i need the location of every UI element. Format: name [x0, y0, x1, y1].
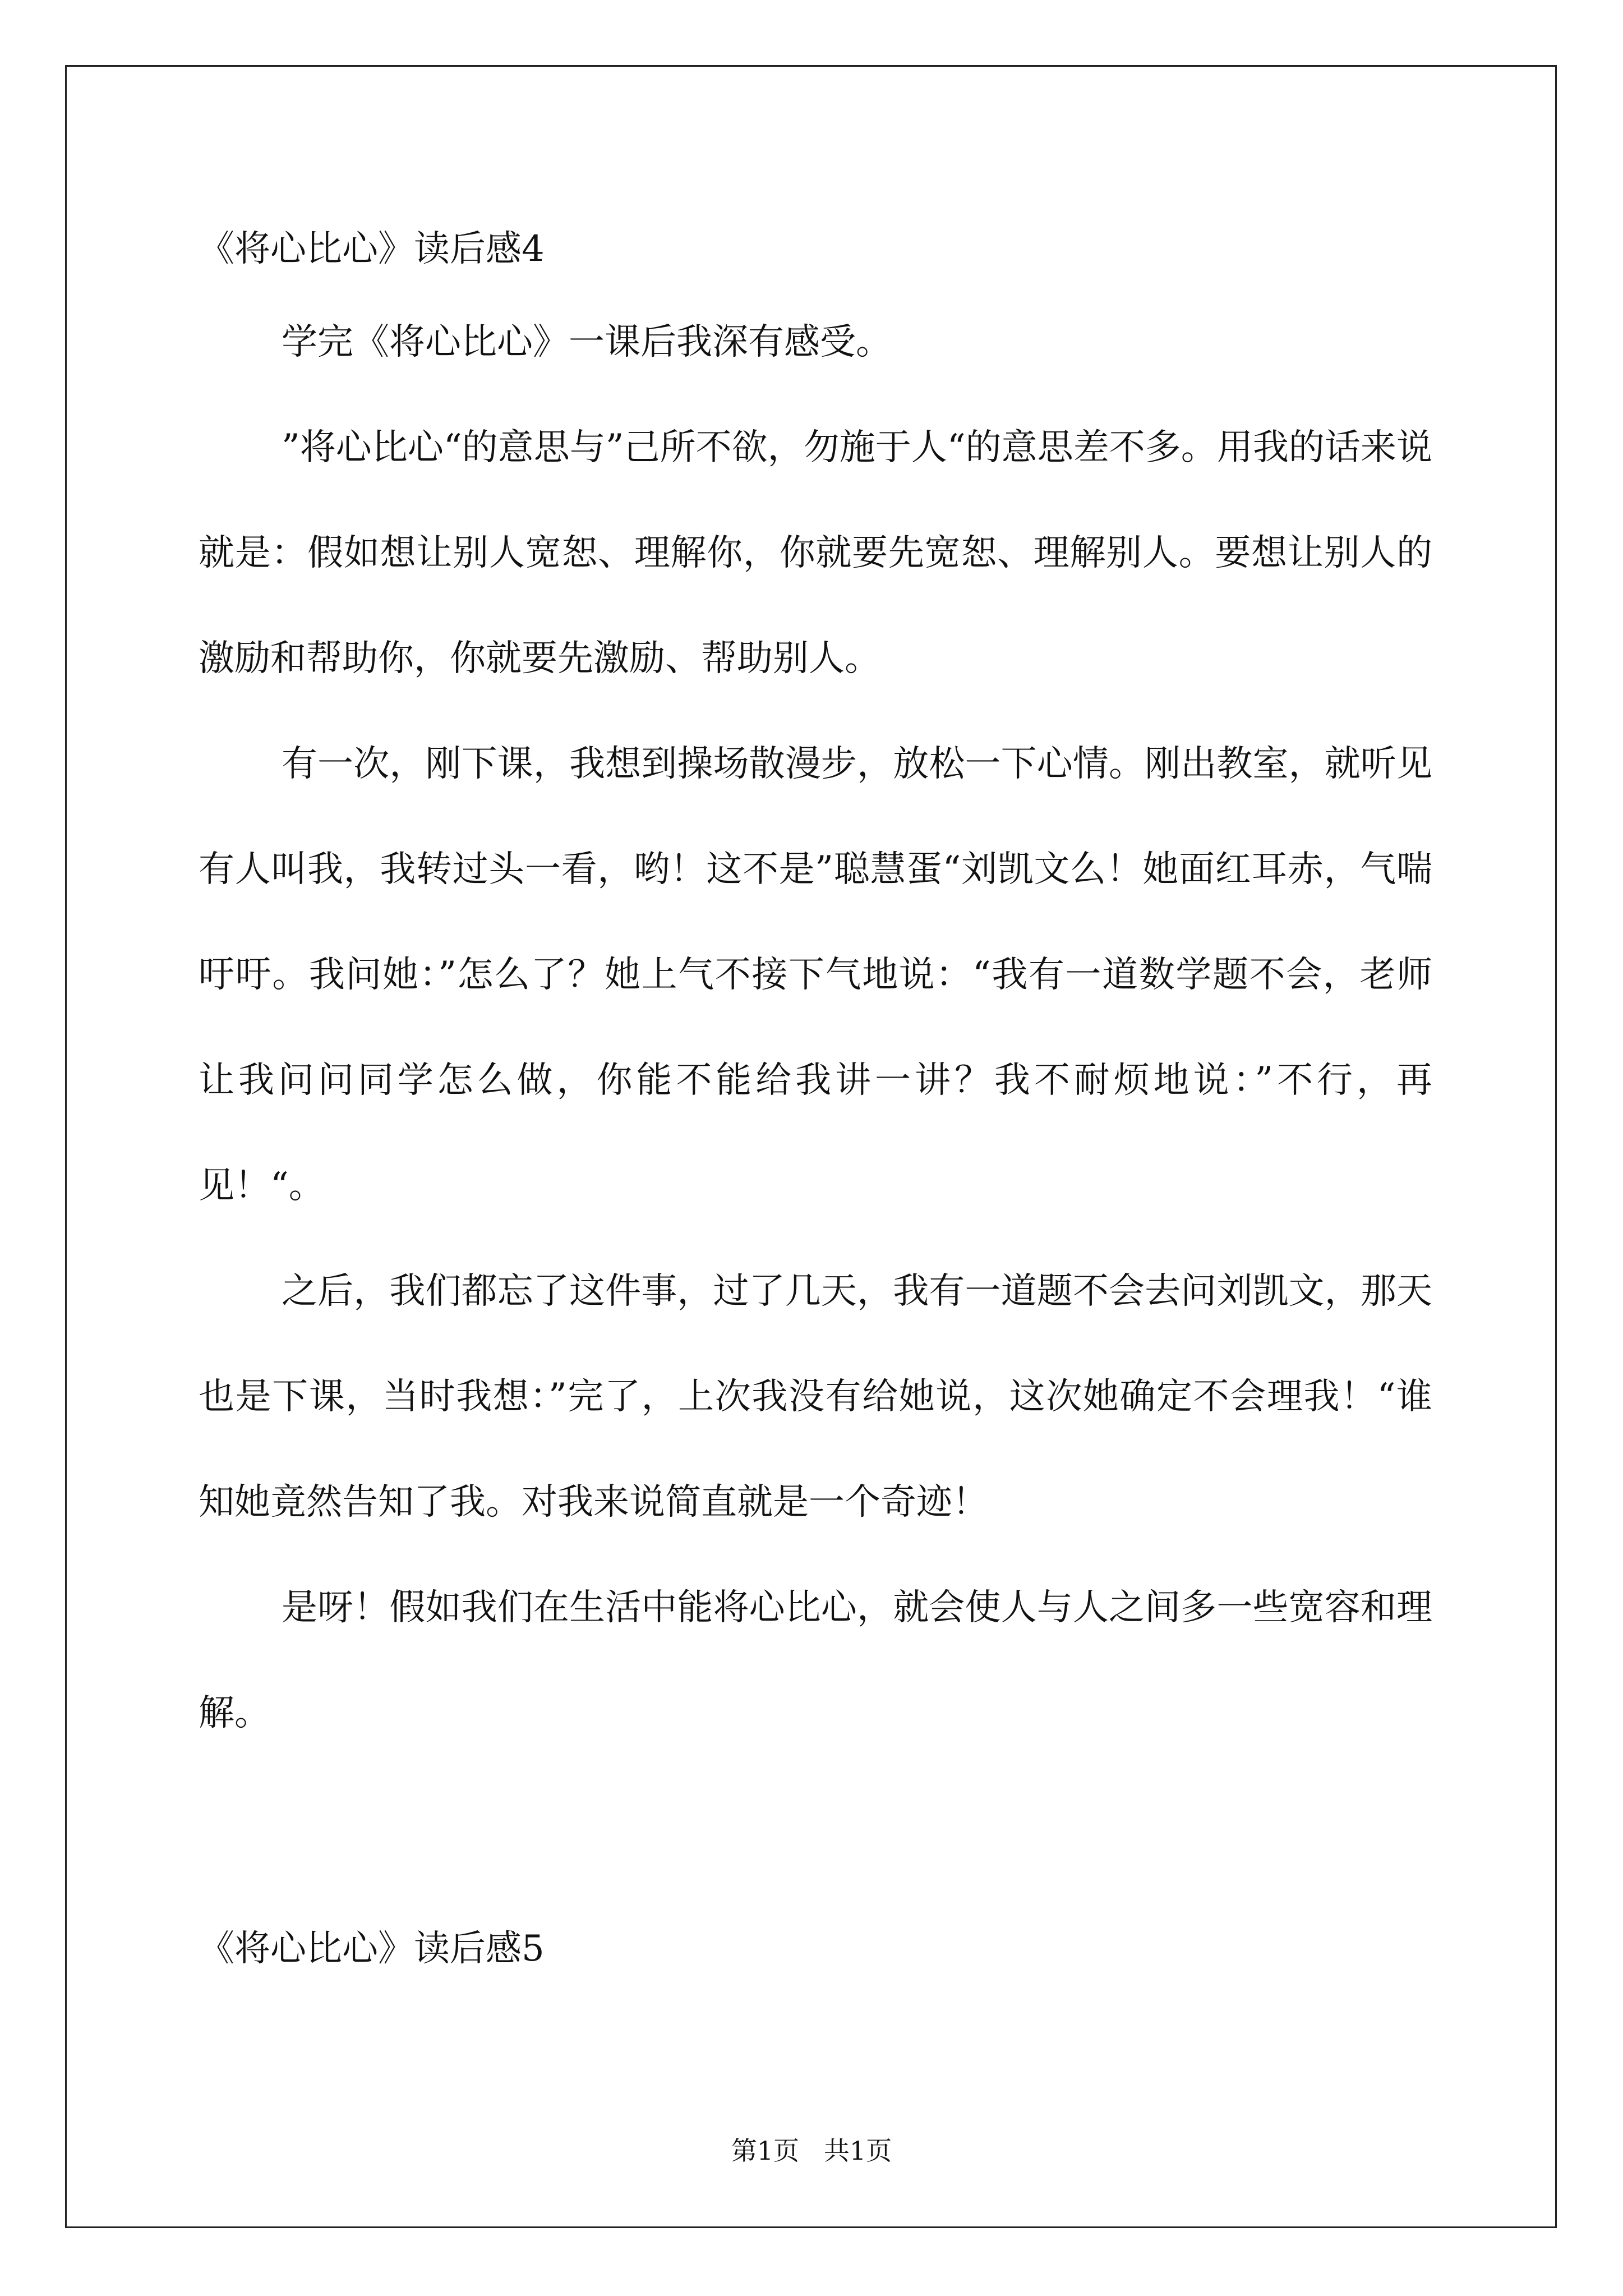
section-title-next: 《将心比心》读后感5: [199, 1928, 545, 1970]
section-title: 《将心比心》读后感4: [199, 228, 545, 270]
paragraph: ”将心比心“的意思与”己所不欲，勿施于人“的意思差不多。用我的话来说就是：假如想让别人宽恕、理解你，你就要先宽恕、理解别人。要想让别人的激励和帮助你，你就要先激励、帮助别人。: [199, 427, 1432, 679]
paragraph: 之后，我们都忘了这件事，过了几天，我有一道题不会去问刘凯文，那天也是下课，当时我想：”完了，上次我没有给她说，这次她确定不会理我！“谁知她竟然告知了我。对我来说简直就是一个奇迹！: [199, 1271, 1432, 1523]
paragraph: 学完《将心比心》一课后我深有感受。: [282, 321, 892, 363]
paragraph: 有一次，刚下课，我想到操场散漫步，放松一下心情。刚出教室，就听见有人叫我，我转过头一看，哟！这不是”聪慧蛋“刘凯文么！她面红耳赤，气喘吁吁。我问她：”怎么了？她上气不接下气地说：“我有一道数学题不会，老师让我问问同学怎么做，你能不能给我讲一讲？我不耐烦地说：”不行，再见！“。: [199, 743, 1432, 1207]
page-number: 第1页 共1页: [731, 2136, 892, 2166]
article-body: [199, 289, 1432, 1766]
paragraph: 是呀！假如我们在生活中能将心比心，就会使人与人之间多一些宽容和理解。: [199, 1587, 1432, 1734]
